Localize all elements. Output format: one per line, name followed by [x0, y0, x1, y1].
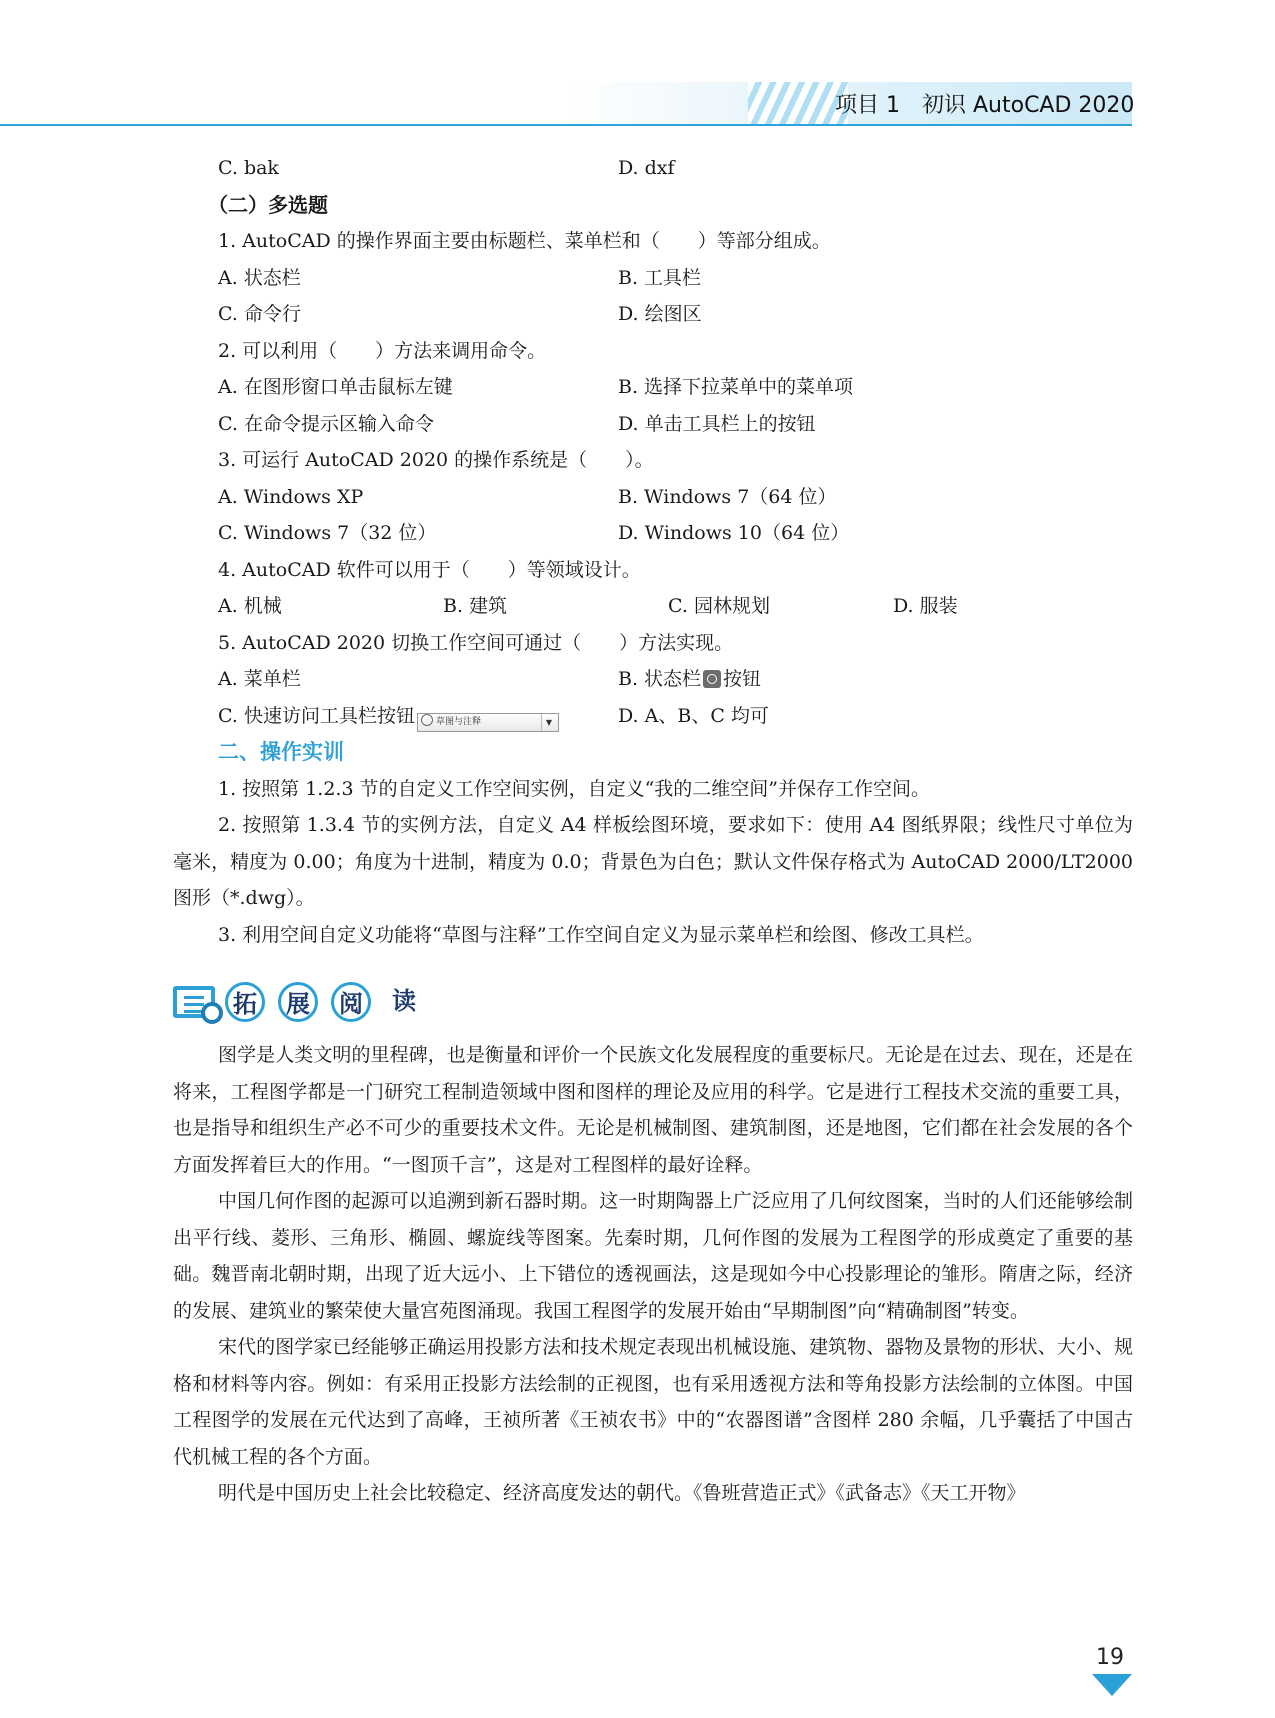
option-c: C. 园林规划 [668, 595, 770, 617]
chevron-down-icon: ▼ [541, 714, 556, 731]
option-d: D. dxf [618, 157, 675, 179]
options-row [173, 150, 1133, 187]
header-line [0, 124, 1132, 126]
question-5: 5. AutoCAD 2020 切换工作空间可通过（ ）方法实现。 [218, 631, 734, 654]
banner-char: 读 [392, 987, 416, 1015]
page-marker-triangle [1092, 1674, 1132, 1696]
option-d: D. 绘图区 [618, 303, 702, 325]
options-row [173, 515, 1133, 552]
banner-char: 阅 [331, 982, 371, 1022]
option-d: D. 单击工具栏上的按钮 [618, 412, 816, 435]
options-row [173, 479, 1133, 516]
option-b: B. 建筑 [443, 595, 508, 617]
reading-paragraph: 宋代的图学家已经能够正确运用投影方法和技术规定表现出机械设施、建筑物、器物及景物的形状、大小、规格和材料等内容。例如：有采用正投影方法绘制的正视图，也有采用透视方法和等角投影方法绘制的立体图。中国工程图学的发展在元代达到了高峰，王祯所著《王祯农书》中的“农器图谱”含图样 280 余幅，几乎囊括了中国古代机械工程的各个方面。 [173, 1336, 1133, 1468]
header-stripes [748, 82, 848, 124]
options-row [173, 296, 1133, 333]
option-a: A. 状态栏 [218, 266, 301, 289]
ops-item-2: 2. 按照第 1.3.4 节的实例方法，自定义 A4 样板绘图环境，要求如下：使用 A4 图纸界限；线性尺寸单位为毫米，精度为 0.00；角度为十进制，精度为 0.0；背景色为白色；默认文件保存格式为 AutoCAD 2000/LT2000 图形（*.dwg）。 [173, 814, 1133, 909]
options-row [173, 369, 1133, 406]
ops-item-3: 3. 利用空间自定义功能将“草图与注释”工作空间自定义为显示菜单栏和绘图、修改工具栏。 [218, 923, 984, 946]
reading-paragraph: 明代是中国历史上社会比较稳定、经济高度发达的朝代。《鲁班营造正式》《武备志》《天工开物》 [218, 1482, 1026, 1504]
gear-icon [421, 714, 433, 726]
question-2: 2. 可以利用（ ）方法来调用命令。 [218, 339, 547, 362]
magnifier-icon [201, 1002, 223, 1024]
reading-paragraph: 图学是人类文明的里程碑，也是衡量和评价一个民族文化发展程度的重要标尺。无论是在过去、现在，还是在将来，工程图学都是一门研究工程制造领域中图和图样的理论及应用的科学。它是进行工程技术交流的重要工具，也是指导和组织生产必不可少的重要技术文件。无论是机械制图、建筑制图，还是地图，它们都在社会发展的各个方面发挥着巨大的作用。“一图顶千言”，这是对工程图样的最好诠释。 [173, 1044, 1133, 1176]
option-a: A. Windows XP [218, 485, 364, 508]
workspace-combo: 草图与注释 ▼ [417, 713, 559, 732]
option-b: B. 工具栏 [618, 266, 702, 289]
option-a: A. 机械 [218, 595, 282, 617]
option-c: C. bak [218, 157, 279, 179]
exercise-content [173, 150, 1133, 953]
options-row-4col [173, 588, 1133, 625]
banner-char: 展 [278, 982, 318, 1022]
question-4: 4. AutoCAD 软件可以用于（ ）等领域设计。 [218, 558, 641, 581]
option-c: C. Windows 7（32 位） [218, 522, 437, 544]
question-3: 3. 可运行 AutoCAD 2020 的操作系统是（ ）。 [218, 449, 654, 471]
options-row [173, 260, 1133, 297]
option-c: C. 在命令提示区输入命令 [218, 412, 434, 435]
option-a: A. 在图形窗口单击鼠标左键 [218, 376, 453, 398]
reading-paragraph: 中国几何作图的起源可以追溯到新石器时期。这一时期陶器上广泛应用了几何纹图案，当时的人们还能够绘制出平行线、菱形、三角形、椭圆、螺旋线等图案。先秦时期，几何作图的发展为工程图学的形成奠定了重要的基础。魏晋南北朝时期，出现了近大远小、上下错位的透视画法，这是现如今中心投影理论的雏形。隋唐之际，经济的发展、建筑业的繁荣使大量宫苑图涌现。我国工程图学的发展开始由“早期制图”向“精确制图”转变。 [173, 1190, 1133, 1322]
ops-heading: 二、操作实训 [218, 740, 344, 764]
option-c: C. 命令行 [218, 303, 301, 325]
multi-choice-heading: （二）多选题 [208, 192, 328, 217]
options-row [173, 661, 1133, 698]
question-1: 1. AutoCAD 的操作界面主要由标题栏、菜单栏和（ ）等部分组成。 [218, 230, 831, 252]
option-d: D. 服装 [893, 595, 958, 617]
banner-char: 拓 [225, 982, 265, 1022]
option-b: B. 状态栏 按钮 [618, 668, 762, 690]
options-row [173, 698, 1133, 735]
option-a: A. 菜单栏 [218, 668, 301, 690]
workspace-switch-icon [703, 670, 721, 688]
option-b: B. 选择下拉菜单中的菜单项 [618, 376, 854, 398]
options-row [173, 406, 1133, 443]
reading-body [173, 1037, 1133, 1512]
ops-item-1: 1. 按照第 1.2.3 节的自定义工作空间实例，自定义“我的二维空间”并保存工作空间。 [218, 777, 931, 800]
page-number: 19 [1096, 1645, 1124, 1670]
option-c: C. 快速访问工具栏按钮 草图与注释 ▼ [218, 698, 618, 735]
option-b: B. Windows 7（64 位） [618, 485, 837, 508]
option-d: D. Windows 10（64 位） [618, 522, 850, 544]
running-header-title: 项目 1 初识 AutoCAD 2020 [835, 93, 1135, 118]
option-d: D. A、B、C 均可 [618, 704, 769, 727]
extended-reading-banner [173, 980, 573, 1028]
